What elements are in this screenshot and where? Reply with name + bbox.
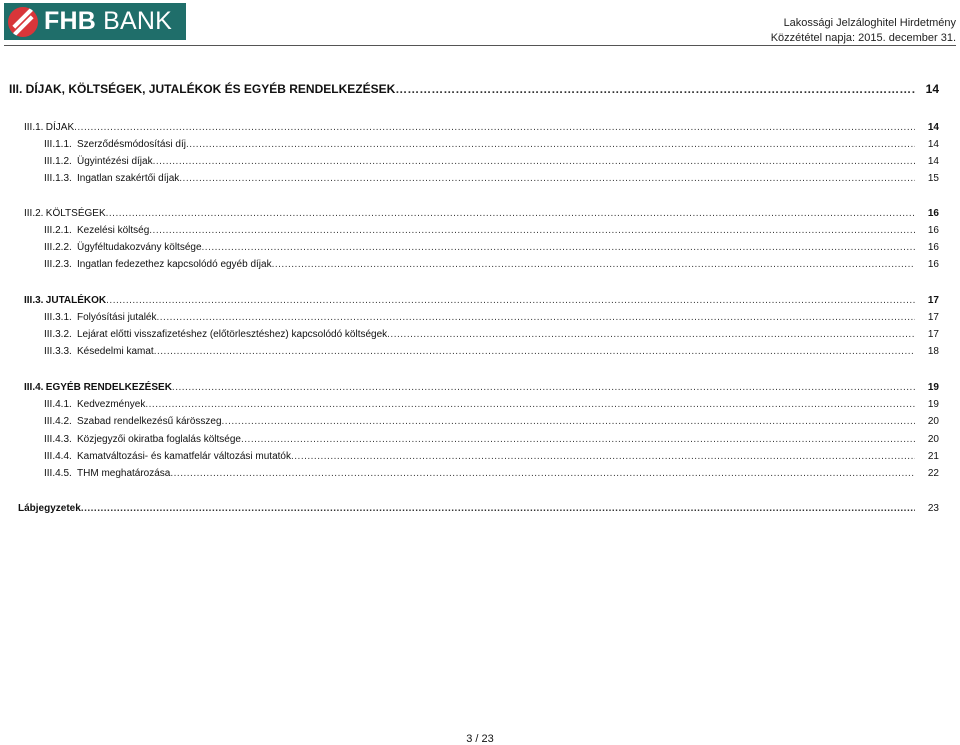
toc-item-label: [44, 138, 186, 151]
toc-leader: [106, 294, 915, 307]
header-info: [771, 16, 956, 46]
toc-item-label: [44, 224, 149, 237]
toc-item-number: III.2.2.: [44, 242, 72, 253]
toc-item-entry[interactable]: [44, 415, 939, 428]
toc-page-number: 23: [927, 503, 939, 514]
toc-item-number: III.3.2.: [44, 329, 72, 340]
toc-item-label: [44, 328, 387, 341]
fhb-bank-logo: [4, 3, 186, 40]
logo-light: BANK: [95, 7, 173, 35]
toc-page-number: 14: [925, 82, 939, 96]
toc-section-title: JUTALÉKOK: [45, 295, 107, 306]
toc-leader: [272, 258, 915, 271]
toc-page-number: 19: [927, 382, 939, 393]
toc-page-number: 17: [927, 312, 939, 323]
toc-leader: [153, 155, 915, 168]
toc-item-entry[interactable]: [44, 138, 939, 151]
toc-item-title: Ügyféltudakozvány költsége: [77, 242, 202, 253]
toc-footnotes-entry[interactable]: [18, 502, 939, 515]
toc-item-title: Kedvezmények: [77, 399, 146, 410]
toc-section-label: [24, 381, 172, 394]
toc-page-number: 14: [927, 156, 939, 167]
toc-item-title: THM meghatározása: [77, 468, 171, 479]
toc-section-number: III.1.: [24, 122, 44, 133]
toc-item-number: III.3.3.: [44, 346, 72, 357]
toc-item-title: Ingatlan szakértői díjak: [77, 173, 180, 184]
toc-item-label: [44, 398, 145, 411]
logo-wordmark: [44, 7, 172, 36]
toc-item-label: [44, 450, 291, 463]
toc-section-number: III.2.: [24, 208, 44, 219]
toc-page-number: 16: [927, 225, 939, 236]
toc-item-label: [44, 258, 272, 271]
toc-item-entry[interactable]: [44, 433, 939, 446]
toc-page-number: 16: [927, 242, 939, 253]
toc-item-number: III.2.1.: [44, 225, 72, 236]
toc-item-number: III.4.4.: [44, 451, 72, 462]
toc-item-entry[interactable]: [44, 155, 939, 168]
page-header: [0, 0, 960, 44]
toc-item-label: [44, 311, 156, 324]
toc-section-entry[interactable]: [24, 294, 939, 307]
toc-page-number: 16: [927, 259, 939, 270]
header-divider: [4, 45, 956, 46]
toc-item-title: Kezelési költség: [77, 225, 150, 236]
toc-leader: [395, 81, 915, 97]
document-title: Lakossági Jelzáloghitel Hirdetmény: [783, 17, 956, 29]
toc-page-number: 21: [927, 451, 939, 462]
toc-item-number: III.4.5.: [44, 468, 72, 479]
toc-item-entry[interactable]: [44, 328, 939, 341]
toc-section-title: DÍJAK: [45, 122, 75, 133]
toc-page-number: 20: [927, 416, 939, 427]
toc-section-number: III.3.: [24, 295, 44, 306]
toc-page-number: 19: [927, 399, 939, 410]
toc-leader: [172, 381, 915, 394]
toc-item-label: [44, 433, 241, 446]
toc-item-number: III.4.3.: [44, 434, 72, 445]
toc-leader: [222, 415, 915, 428]
toc-leader: [145, 398, 915, 411]
toc-item-title: Kamatváltozási- és kamatfelár változási mutatók: [77, 451, 291, 462]
toc-item-number: III.1.2.: [44, 156, 72, 167]
toc-page-number: 16: [927, 208, 939, 219]
toc-leader: [387, 328, 915, 341]
toc-item-entry[interactable]: [44, 467, 939, 480]
toc-section-title: EGYÉB RENDELKEZÉSEK: [45, 382, 172, 393]
toc-item-number: III.4.1.: [44, 399, 72, 410]
toc-item-label: [44, 172, 179, 185]
toc-page-number: 14: [927, 139, 939, 150]
toc-leader: [202, 241, 915, 254]
toc-leader: [156, 311, 915, 324]
toc-item-number: III.2.3.: [44, 259, 72, 270]
toc-item-title: Szabad rendelkezésű kárösszeg: [77, 416, 222, 427]
toc-section-label: [24, 121, 74, 134]
toc-main-title: III. DÍJAK, KÖLTSÉGEK, JUTALÉKOK ÉS EGYÉB RENDELKEZÉSEK: [9, 82, 396, 96]
toc-section-entry[interactable]: [24, 121, 939, 134]
toc-section-number: III.4.: [24, 382, 44, 393]
toc-page-number: 17: [927, 329, 939, 340]
toc-leader: [154, 345, 915, 358]
fhb-logo-icon: [8, 7, 38, 37]
toc-page-number: 18: [927, 346, 939, 357]
toc-page-number: 14: [927, 122, 939, 133]
toc-item-title: Késedelmi kamat: [77, 346, 154, 357]
publication-date: Közzététel napja: 2015. december 31.: [770, 32, 956, 44]
toc-page-number: 22: [927, 468, 939, 479]
toc-item-entry[interactable]: [44, 224, 939, 237]
toc-leader: [149, 224, 915, 237]
toc-leader: [241, 433, 915, 446]
toc-section-label: [24, 294, 106, 307]
toc-item-entry[interactable]: [44, 172, 939, 185]
toc-item-label: [44, 241, 202, 254]
toc-item-title: Ingatlan fedezethez kapcsolódó egyéb díjak: [77, 259, 272, 270]
toc-item-entry[interactable]: [44, 258, 939, 271]
toc-item-title: Folyósítási jutalék: [77, 312, 157, 323]
toc-page-number: 15: [927, 173, 939, 184]
toc-item-title: Lejárat előtti visszafizetéshez (előtörlesztéshez) kapcsolódó költségek: [77, 329, 388, 340]
toc-item-label: [44, 467, 170, 480]
toc-leader: [179, 172, 915, 185]
toc-leader: [81, 502, 915, 515]
page-indicator: 3 / 23: [466, 733, 494, 745]
toc-item-title: Ügyintézési díjak: [77, 156, 153, 167]
toc-item-number: III.3.1.: [44, 312, 72, 323]
toc-item-number: III.1.3.: [44, 173, 72, 184]
toc-leader: [106, 207, 915, 220]
toc-leader: [74, 121, 915, 134]
toc-footnotes-title: Lábjegyzetek: [18, 503, 81, 514]
toc-leader: [186, 138, 915, 151]
toc-leader: [291, 450, 915, 463]
toc-item-entry[interactable]: [44, 398, 939, 411]
toc-item-label: [44, 345, 154, 358]
toc-main-entry[interactable]: [9, 81, 939, 97]
toc-item-number: III.1.1.: [44, 139, 72, 150]
logo-strong: FHB: [44, 7, 96, 35]
toc-leader: [170, 467, 915, 480]
toc-section-entry[interactable]: [24, 207, 939, 220]
toc-page-number: 17: [927, 295, 939, 306]
toc-section-label: [24, 207, 106, 220]
toc-item-entry[interactable]: [44, 450, 939, 463]
toc-item-title: Közjegyzői okiratba foglalás költsége: [77, 434, 241, 445]
toc-item-label: [44, 155, 153, 168]
toc-section-entry[interactable]: [24, 381, 939, 394]
toc-item-entry[interactable]: [44, 241, 939, 254]
toc-item-number: III.4.2.: [44, 416, 72, 427]
toc-section-title: KÖLTSÉGEK: [45, 208, 106, 219]
toc-item-entry[interactable]: [44, 345, 939, 358]
toc-item-title: Szerződésmódosítási díj: [77, 139, 186, 150]
toc-item-label: [44, 415, 222, 428]
toc-page-number: 20: [927, 434, 939, 445]
toc-item-entry[interactable]: [44, 311, 939, 324]
